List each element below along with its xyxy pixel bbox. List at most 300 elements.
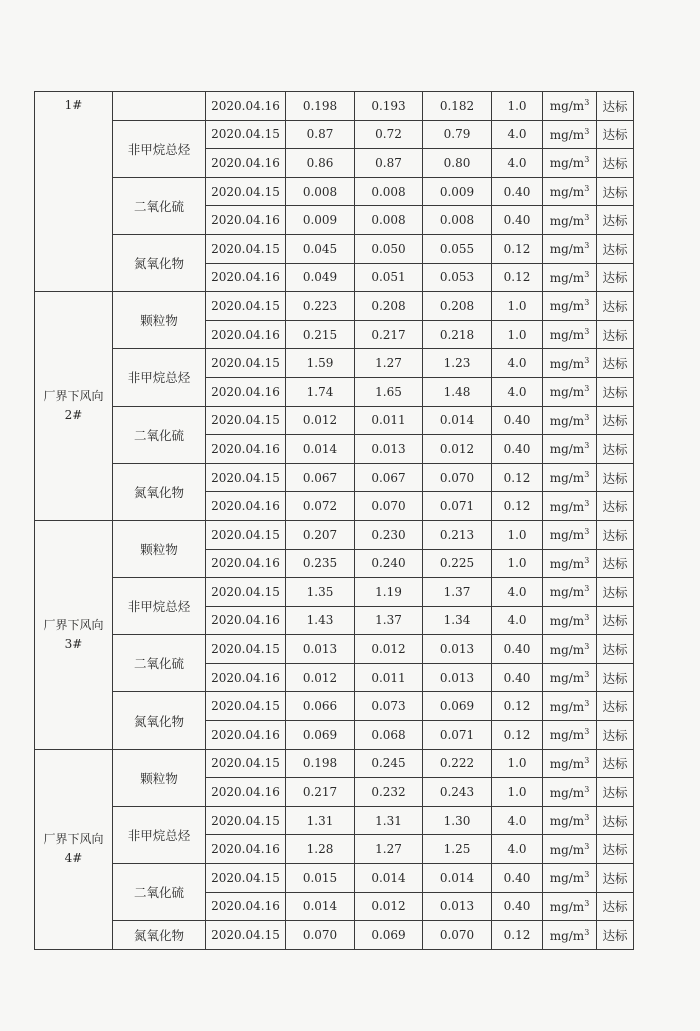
value-cell-3: 0.80 <box>423 149 492 178</box>
unit-superscript: 3 <box>584 841 590 851</box>
date-cell: 2020.04.15 <box>206 406 286 435</box>
unit-base: mg/m <box>549 842 585 857</box>
unit-superscript: 3 <box>584 555 590 565</box>
date-cell: 2020.04.16 <box>206 377 286 406</box>
table-row <box>35 921 634 950</box>
value-cell-1: 1.74 <box>286 377 355 406</box>
result-cell: 达标 <box>597 492 634 521</box>
table-row <box>35 177 634 206</box>
pollutant-cell: 氮氧化物 <box>113 921 206 950</box>
unit-base: mg/m <box>549 185 585 200</box>
value-cell-2: 0.011 <box>355 663 423 692</box>
unit-cell <box>543 778 597 807</box>
unit-superscript: 3 <box>584 155 590 165</box>
date-cell: 2020.04.15 <box>206 578 286 607</box>
table-row <box>35 692 634 721</box>
unit-superscript: 3 <box>584 784 590 794</box>
value-cell-3: 1.34 <box>423 606 492 635</box>
unit-superscript: 3 <box>584 355 590 365</box>
date-cell: 2020.04.16 <box>206 492 286 521</box>
unit-superscript: 3 <box>584 126 590 136</box>
site-label: 3# <box>64 636 83 651</box>
pollutant-cell: 非甲烷总烃 <box>113 120 206 177</box>
table-row <box>35 864 634 893</box>
limit-cell: 0.40 <box>492 635 543 664</box>
pollutant-cell: 氮氧化物 <box>113 234 206 291</box>
pollutant-cell <box>113 92 206 121</box>
site-label: 厂界下风向 <box>43 832 104 847</box>
value-cell-2: 0.070 <box>355 492 423 521</box>
result-cell: 达标 <box>597 406 634 435</box>
unit-cell <box>543 663 597 692</box>
unit-superscript: 3 <box>584 755 590 765</box>
limit-cell: 1.0 <box>492 549 543 578</box>
unit-superscript: 3 <box>584 384 590 394</box>
pollutant-cell: 二氧化硫 <box>113 864 206 921</box>
value-cell-1: 0.013 <box>286 635 355 664</box>
limit-cell: 0.12 <box>492 234 543 263</box>
value-cell-3: 1.48 <box>423 377 492 406</box>
date-cell: 2020.04.15 <box>206 120 286 149</box>
monitoring-table <box>34 91 634 950</box>
value-cell-2: 0.245 <box>355 749 423 778</box>
limit-cell: 1.0 <box>492 92 543 121</box>
limit-cell: 0.12 <box>492 692 543 721</box>
value-cell-2: 0.067 <box>355 463 423 492</box>
unit-cell <box>543 749 597 778</box>
value-cell-1: 0.069 <box>286 721 355 750</box>
value-cell-1: 1.59 <box>286 349 355 378</box>
value-cell-3: 0.225 <box>423 549 492 578</box>
unit-base: mg/m <box>549 671 585 686</box>
value-cell-1: 0.070 <box>286 921 355 950</box>
date-cell: 2020.04.15 <box>206 349 286 378</box>
unit-superscript: 3 <box>584 441 590 451</box>
unit-cell <box>543 263 597 292</box>
unit-cell <box>543 578 597 607</box>
site-cell <box>35 292 113 521</box>
limit-cell: 0.40 <box>492 177 543 206</box>
unit-base: mg/m <box>549 928 585 943</box>
value-cell-3: 0.208 <box>423 292 492 321</box>
unit-superscript: 3 <box>584 641 590 651</box>
value-cell-3: 0.222 <box>423 749 492 778</box>
value-cell-2: 0.013 <box>355 435 423 464</box>
table-row <box>35 520 634 549</box>
value-cell-1: 0.067 <box>286 463 355 492</box>
value-cell-1: 0.015 <box>286 864 355 893</box>
date-cell: 2020.04.16 <box>206 92 286 121</box>
unit-superscript: 3 <box>584 184 590 194</box>
limit-cell: 0.12 <box>492 921 543 950</box>
value-cell-2: 1.27 <box>355 349 423 378</box>
limit-cell: 4.0 <box>492 349 543 378</box>
value-cell-1: 0.014 <box>286 892 355 921</box>
table-row <box>35 463 634 492</box>
result-cell: 达标 <box>597 92 634 121</box>
pollutant-cell: 二氧化硫 <box>113 406 206 463</box>
date-cell: 2020.04.16 <box>206 892 286 921</box>
pollutant-cell: 颗粒物 <box>113 292 206 349</box>
value-cell-1: 0.066 <box>286 692 355 721</box>
unit-cell <box>543 892 597 921</box>
pollutant-cell: 氮氧化物 <box>113 463 206 520</box>
result-cell: 达标 <box>597 520 634 549</box>
unit-base: mg/m <box>549 728 585 743</box>
value-cell-1: 0.009 <box>286 206 355 235</box>
table-row <box>35 749 634 778</box>
value-cell-2: 1.31 <box>355 806 423 835</box>
unit-cell <box>543 549 597 578</box>
value-cell-2: 1.27 <box>355 835 423 864</box>
limit-cell: 0.40 <box>492 892 543 921</box>
limit-cell: 1.0 <box>492 778 543 807</box>
result-cell: 达标 <box>597 663 634 692</box>
unit-cell <box>543 377 597 406</box>
value-cell-3: 0.071 <box>423 492 492 521</box>
limit-cell: 4.0 <box>492 120 543 149</box>
result-cell: 达标 <box>597 206 634 235</box>
pollutant-cell: 非甲烷总烃 <box>113 806 206 863</box>
result-cell: 达标 <box>597 120 634 149</box>
result-cell: 达标 <box>597 892 634 921</box>
unit-cell <box>543 320 597 349</box>
unit-base: mg/m <box>549 471 585 486</box>
unit-base: mg/m <box>549 871 585 886</box>
date-cell: 2020.04.16 <box>206 435 286 464</box>
value-cell-3: 0.070 <box>423 921 492 950</box>
result-cell: 达标 <box>597 349 634 378</box>
value-cell-2: 1.37 <box>355 606 423 635</box>
date-cell: 2020.04.15 <box>206 692 286 721</box>
unit-cell <box>543 92 597 121</box>
limit-cell: 0.40 <box>492 435 543 464</box>
value-cell-1: 0.012 <box>286 406 355 435</box>
unit-superscript: 3 <box>584 727 590 737</box>
table-row <box>35 292 634 321</box>
value-cell-3: 0.008 <box>423 206 492 235</box>
value-cell-3: 1.25 <box>423 835 492 864</box>
value-cell-1: 0.86 <box>286 149 355 178</box>
unit-superscript: 3 <box>584 584 590 594</box>
value-cell-3: 0.013 <box>423 663 492 692</box>
value-cell-2: 0.012 <box>355 635 423 664</box>
value-cell-3: 0.013 <box>423 635 492 664</box>
result-cell: 达标 <box>597 778 634 807</box>
unit-base: mg/m <box>549 242 585 257</box>
limit-cell: 0.40 <box>492 406 543 435</box>
unit-cell <box>543 921 597 950</box>
table-row <box>35 120 634 149</box>
unit-cell <box>543 349 597 378</box>
unit-superscript: 3 <box>584 698 590 708</box>
result-cell: 达标 <box>597 749 634 778</box>
unit-base: mg/m <box>549 442 585 457</box>
result-cell: 达标 <box>597 377 634 406</box>
unit-base: mg/m <box>549 299 585 314</box>
unit-superscript: 3 <box>584 412 590 422</box>
result-cell: 达标 <box>597 263 634 292</box>
value-cell-3: 0.071 <box>423 721 492 750</box>
table-row <box>35 234 634 263</box>
limit-cell: 1.0 <box>492 520 543 549</box>
unit-base: mg/m <box>549 556 585 571</box>
unit-superscript: 3 <box>584 927 590 937</box>
date-cell: 2020.04.16 <box>206 778 286 807</box>
date-cell: 2020.04.15 <box>206 749 286 778</box>
unit-superscript: 3 <box>584 98 590 108</box>
pollutant-cell: 颗粒物 <box>113 749 206 806</box>
unit-cell <box>543 177 597 206</box>
limit-cell: 0.12 <box>492 263 543 292</box>
value-cell-1: 0.072 <box>286 492 355 521</box>
result-cell: 达标 <box>597 177 634 206</box>
value-cell-3: 1.37 <box>423 578 492 607</box>
value-cell-1: 1.43 <box>286 606 355 635</box>
date-cell: 2020.04.15 <box>206 177 286 206</box>
result-cell: 达标 <box>597 835 634 864</box>
value-cell-2: 0.72 <box>355 120 423 149</box>
result-cell: 达标 <box>597 149 634 178</box>
value-cell-2: 0.011 <box>355 406 423 435</box>
unit-base: mg/m <box>549 528 585 543</box>
unit-superscript: 3 <box>584 241 590 251</box>
limit-cell: 0.40 <box>492 206 543 235</box>
table-row <box>35 92 634 121</box>
value-cell-1: 0.014 <box>286 435 355 464</box>
date-cell: 2020.04.15 <box>206 520 286 549</box>
value-cell-1: 0.198 <box>286 92 355 121</box>
site-label: 4# <box>64 851 83 866</box>
value-cell-1: 0.008 <box>286 177 355 206</box>
value-cell-2: 0.050 <box>355 234 423 263</box>
date-cell: 2020.04.16 <box>206 606 286 635</box>
pollutant-cell: 非甲烷总烃 <box>113 578 206 635</box>
value-cell-2: 0.069 <box>355 921 423 950</box>
value-cell-1: 0.049 <box>286 263 355 292</box>
value-cell-2: 0.008 <box>355 206 423 235</box>
unit-base: mg/m <box>549 328 585 343</box>
unit-superscript: 3 <box>584 470 590 480</box>
unit-cell <box>543 806 597 835</box>
value-cell-1: 0.87 <box>286 120 355 149</box>
limit-cell: 4.0 <box>492 578 543 607</box>
date-cell: 2020.04.15 <box>206 463 286 492</box>
value-cell-1: 0.045 <box>286 234 355 263</box>
value-cell-2: 0.232 <box>355 778 423 807</box>
value-cell-3: 0.055 <box>423 234 492 263</box>
value-cell-2: 1.19 <box>355 578 423 607</box>
date-cell: 2020.04.15 <box>206 635 286 664</box>
value-cell-1: 1.35 <box>286 578 355 607</box>
unit-cell <box>543 206 597 235</box>
unit-cell <box>543 520 597 549</box>
value-cell-2: 0.012 <box>355 892 423 921</box>
unit-cell <box>543 463 597 492</box>
value-cell-1: 0.223 <box>286 292 355 321</box>
unit-cell <box>543 406 597 435</box>
value-cell-1: 0.207 <box>286 520 355 549</box>
table-row <box>35 578 634 607</box>
pollutant-cell: 二氧化硫 <box>113 635 206 692</box>
unit-superscript: 3 <box>584 670 590 680</box>
value-cell-3: 0.013 <box>423 892 492 921</box>
value-cell-2: 0.073 <box>355 692 423 721</box>
site-label: 2# <box>64 408 83 423</box>
pollutant-cell: 非甲烷总烃 <box>113 349 206 406</box>
value-cell-3: 0.069 <box>423 692 492 721</box>
value-cell-1: 0.198 <box>286 749 355 778</box>
unit-base: mg/m <box>549 213 585 228</box>
limit-cell: 0.40 <box>492 663 543 692</box>
value-cell-3: 0.218 <box>423 320 492 349</box>
limit-cell: 1.0 <box>492 320 543 349</box>
unit-superscript: 3 <box>584 527 590 537</box>
unit-cell <box>543 635 597 664</box>
site-label: 厂界下风向 <box>43 388 104 403</box>
unit-superscript: 3 <box>584 327 590 337</box>
value-cell-3: 0.053 <box>423 263 492 292</box>
result-cell: 达标 <box>597 320 634 349</box>
site-label: 厂界下风向 <box>43 617 104 632</box>
value-cell-3: 0.79 <box>423 120 492 149</box>
value-cell-1: 0.235 <box>286 549 355 578</box>
result-cell: 达标 <box>597 549 634 578</box>
value-cell-3: 0.213 <box>423 520 492 549</box>
value-cell-2: 1.65 <box>355 377 423 406</box>
unit-base: mg/m <box>549 385 585 400</box>
value-cell-3: 0.014 <box>423 864 492 893</box>
date-cell: 2020.04.16 <box>206 320 286 349</box>
date-cell: 2020.04.15 <box>206 292 286 321</box>
unit-cell <box>543 606 597 635</box>
value-cell-2: 0.193 <box>355 92 423 121</box>
result-cell: 达标 <box>597 292 634 321</box>
site-cell <box>35 749 113 949</box>
unit-base: mg/m <box>549 356 585 371</box>
date-cell: 2020.04.16 <box>206 663 286 692</box>
limit-cell: 1.0 <box>492 292 543 321</box>
unit-superscript: 3 <box>584 870 590 880</box>
unit-superscript: 3 <box>584 813 590 823</box>
value-cell-3: 0.012 <box>423 435 492 464</box>
unit-base: mg/m <box>549 756 585 771</box>
pollutant-cell: 氮氧化物 <box>113 692 206 749</box>
date-cell: 2020.04.15 <box>206 864 286 893</box>
limit-cell: 4.0 <box>492 377 543 406</box>
date-cell: 2020.04.15 <box>206 921 286 950</box>
value-cell-2: 0.230 <box>355 520 423 549</box>
unit-cell <box>543 835 597 864</box>
value-cell-2: 0.051 <box>355 263 423 292</box>
unit-base: mg/m <box>549 785 585 800</box>
result-cell: 达标 <box>597 234 634 263</box>
value-cell-3: 0.014 <box>423 406 492 435</box>
value-cell-1: 0.217 <box>286 778 355 807</box>
pollutant-cell: 二氧化硫 <box>113 177 206 234</box>
limit-cell: 0.12 <box>492 721 543 750</box>
unit-base: mg/m <box>549 127 585 142</box>
limit-cell: 4.0 <box>492 835 543 864</box>
date-cell: 2020.04.16 <box>206 206 286 235</box>
unit-cell <box>543 492 597 521</box>
limit-cell: 4.0 <box>492 606 543 635</box>
value-cell-2: 0.217 <box>355 320 423 349</box>
limit-cell: 0.12 <box>492 463 543 492</box>
unit-cell <box>543 292 597 321</box>
limit-cell: 4.0 <box>492 806 543 835</box>
unit-base: mg/m <box>549 499 585 514</box>
limit-cell: 1.0 <box>492 749 543 778</box>
value-cell-1: 1.28 <box>286 835 355 864</box>
unit-superscript: 3 <box>584 212 590 222</box>
unit-base: mg/m <box>549 270 585 285</box>
unit-base: mg/m <box>549 699 585 714</box>
value-cell-1: 1.31 <box>286 806 355 835</box>
unit-cell <box>543 692 597 721</box>
unit-superscript: 3 <box>584 269 590 279</box>
unit-superscript: 3 <box>584 298 590 308</box>
pollutant-cell: 颗粒物 <box>113 520 206 577</box>
unit-superscript: 3 <box>584 612 590 622</box>
unit-cell <box>543 721 597 750</box>
value-cell-3: 1.23 <box>423 349 492 378</box>
value-cell-1: 0.215 <box>286 320 355 349</box>
unit-cell <box>543 864 597 893</box>
unit-cell <box>543 149 597 178</box>
date-cell: 2020.04.16 <box>206 263 286 292</box>
table-row <box>35 635 634 664</box>
unit-base: mg/m <box>549 413 585 428</box>
limit-cell: 0.40 <box>492 864 543 893</box>
result-cell: 达标 <box>597 635 634 664</box>
value-cell-2: 0.208 <box>355 292 423 321</box>
value-cell-3: 1.30 <box>423 806 492 835</box>
table-row <box>35 406 634 435</box>
unit-superscript: 3 <box>584 898 590 908</box>
unit-base: mg/m <box>549 99 585 114</box>
result-cell: 达标 <box>597 578 634 607</box>
unit-base: mg/m <box>549 156 585 171</box>
date-cell: 2020.04.16 <box>206 721 286 750</box>
table-row <box>35 349 634 378</box>
unit-cell <box>543 120 597 149</box>
table-row <box>35 806 634 835</box>
value-cell-2: 0.87 <box>355 149 423 178</box>
site-cell <box>35 520 113 749</box>
unit-base: mg/m <box>549 585 585 600</box>
unit-superscript: 3 <box>584 498 590 508</box>
unit-base: mg/m <box>549 613 585 628</box>
unit-cell <box>543 234 597 263</box>
site-cell <box>35 92 113 292</box>
unit-base: mg/m <box>549 642 585 657</box>
value-cell-2: 0.240 <box>355 549 423 578</box>
value-cell-2: 0.068 <box>355 721 423 750</box>
value-cell-1: 0.012 <box>286 663 355 692</box>
limit-cell: 4.0 <box>492 149 543 178</box>
date-cell: 2020.04.16 <box>206 835 286 864</box>
result-cell: 达标 <box>597 864 634 893</box>
date-cell: 2020.04.16 <box>206 149 286 178</box>
date-cell: 2020.04.15 <box>206 234 286 263</box>
result-cell: 达标 <box>597 606 634 635</box>
result-cell: 达标 <box>597 463 634 492</box>
date-cell: 2020.04.15 <box>206 806 286 835</box>
value-cell-3: 0.182 <box>423 92 492 121</box>
result-cell: 达标 <box>597 692 634 721</box>
value-cell-2: 0.014 <box>355 864 423 893</box>
